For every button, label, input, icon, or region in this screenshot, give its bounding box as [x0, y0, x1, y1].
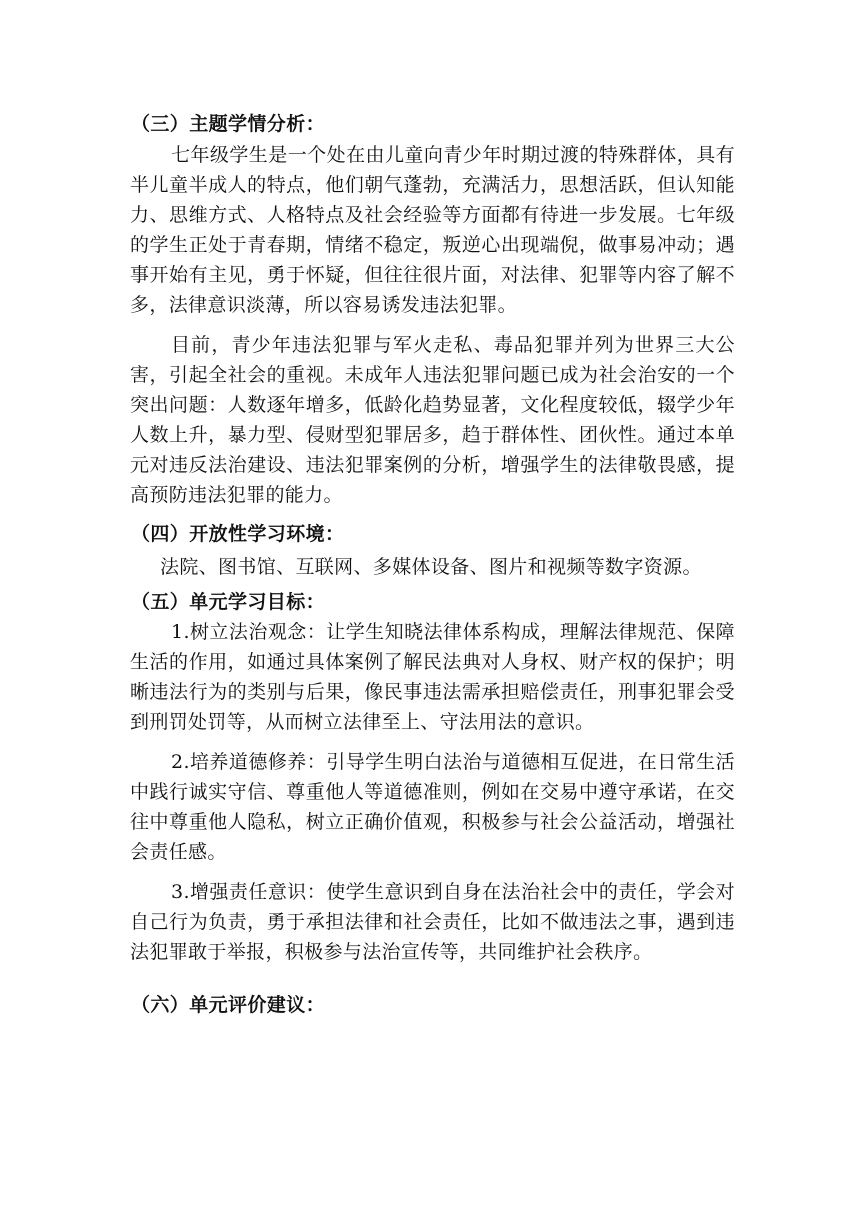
section-heading-learning-environment: （四）开放性学习环境： [131, 523, 345, 545]
goal-item-moral-cultivation: 2.培养道德修养：引导学生明白法治与道德相互促进，在日常生活中践行诚实守信、尊重他人等道德准则，例如在交易中遵守承诺，在交往中尊重他人隐私，树立正确价值观，积极参与社会公益活动，增强社会责任感。 [130, 751, 735, 863]
goal-item-rule-of-law: 1.树立法治观念：让学生知晓法律体系构成，理解法律规范、保障生活的作用，如通过具体案例了解民法典对人身权、财产权的保护；明晰违法行为的类别与后果，像民事违法需承担赔偿责任，刑事犯罪会受到刑罚处罚等，从而树立法律至上、守法用法的意识。 [130, 621, 735, 733]
paragraph-student-characteristics: 七年级学生是一个处在由儿童向青少年时期过渡的特殊群体，具有半儿童半成人的特点，他们朝气蓬勃，充满活力，思想活跃，但认知能力、思维方式、人格特点及社会经验等方面都有待进一步发展。七年级的学生正处于青春期，情绪不稳定，叛逆心出现端倪，做事易冲动；遇事开始有主见，勇于怀疑，但往往很片面，对法律、犯罪等内容了解不多，法律意识淡薄，所以容易诱发违法犯罪。 [130, 144, 735, 316]
section-heading-evaluation: （六）单元评价建议： [131, 994, 326, 1016]
learning-environment-resources: 法院、图书馆、互联网、多媒体设备、图片和视频等数字资源。 [160, 556, 702, 578]
section-heading-learner-analysis: （三）主题学情分析： [131, 113, 326, 135]
goal-item-responsibility: 3.增强责任意识：使学生意识到自身在法治社会中的责任，学会对自己行为负责，勇于承担法律和社会责任，比如不做违法之事，遇到违法犯罪敢于举报，积极参与法治宣传等，共同维护社会秩序。 [130, 881, 735, 963]
section-heading-learning-goals: （五）单元学习目标： [131, 591, 326, 613]
paragraph-juvenile-crime-background: 目前，青少年违法犯罪与军火走私、毒品犯罪并列为世界三大公害，引起全社会的重视。未成年人违法犯罪问题已成为社会治安的一个突出问题：人数逐年增多，低龄化趋势显著，文化程度较低，辍学少年人数上升，暴力型、侵财型犯罪居多，趋于群体性、团伙性。通过本单元对违反法治建设、违法犯罪案例的分析，增强学生的法律敬畏感，提高预防违法犯罪的能力。 [130, 334, 735, 506]
